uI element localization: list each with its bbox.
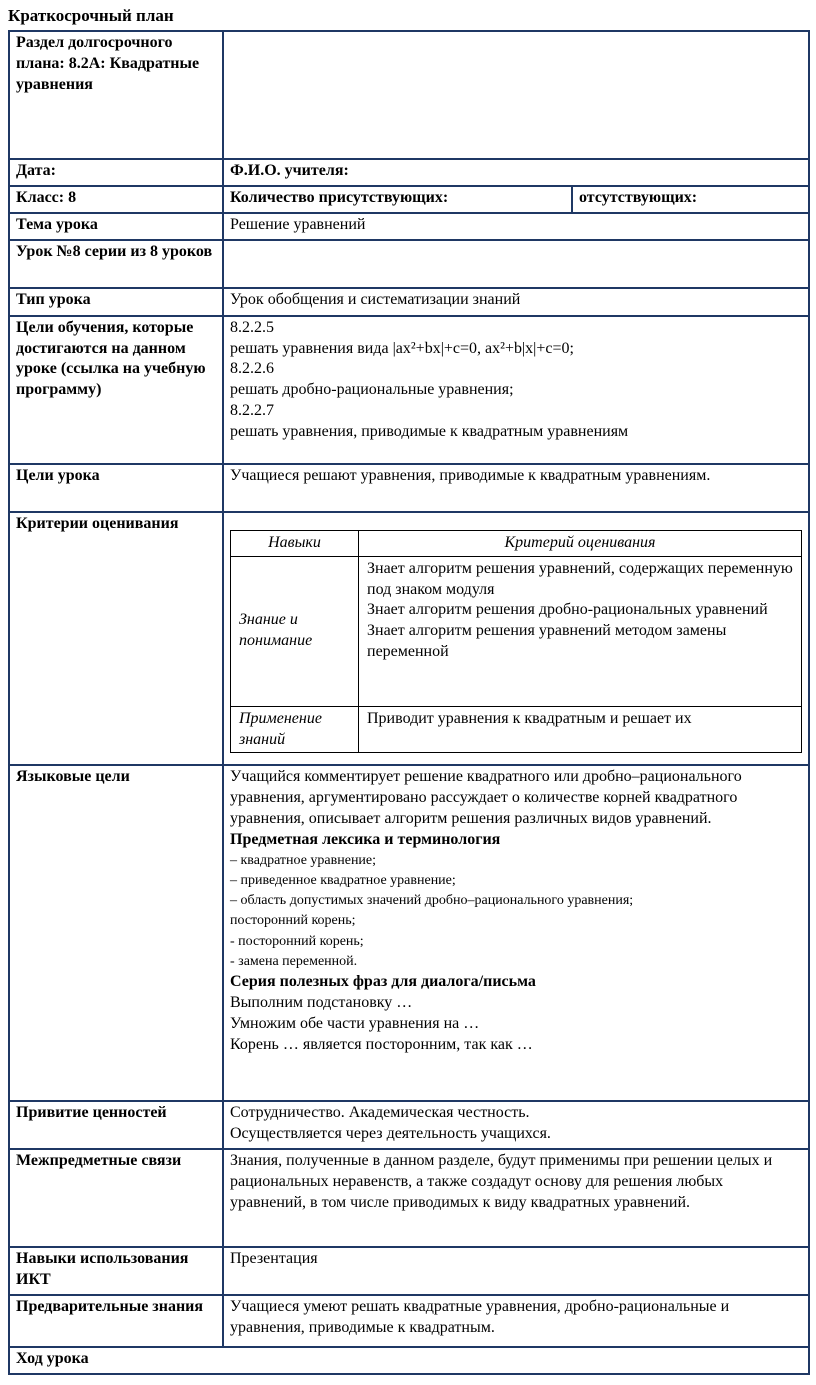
phrases-heading: Серия полезных фраз для диалога/письма — [230, 973, 536, 991]
criterion-header: Критерий оценивания — [359, 530, 802, 556]
skill-name: Применение знаний — [231, 706, 359, 753]
phrase-item: Умножим обе части уравнения на … — [230, 1014, 480, 1032]
present-count-label: Количество присутствующих: — [223, 186, 572, 213]
topic-label: Тема урока — [9, 213, 223, 240]
table-row-language-goals — [9, 765, 809, 1101]
ict-label: Навыки использования ИКТ — [9, 1247, 223, 1295]
lexis-item: – область допустимых значений дробно–рационального уравнения; — [230, 893, 634, 909]
lexis-item: - замена переменной. — [230, 954, 358, 970]
phrase-item: Корень … является посторонним, так как … — [230, 1035, 533, 1053]
objectives-cell — [223, 316, 809, 464]
lesson-goals-value: Учащиеся решают уравнения, приводимые к квадратным уравнениям. — [223, 464, 809, 512]
criterion-item: Знает алгоритм решения уравнений методом замены переменной — [367, 622, 727, 660]
criteria-list — [359, 556, 802, 706]
lexis-item: - посторонний корень; — [230, 933, 364, 949]
criteria-cell — [223, 512, 809, 766]
lexis-item: – квадратное уравнение; — [230, 852, 377, 868]
skills-header: Навыки — [231, 530, 359, 556]
lesson-number-empty-cell — [223, 240, 809, 288]
cross-subject-label: Межпредметные связи — [9, 1149, 223, 1247]
table-row-date — [9, 159, 809, 186]
prior-knowledge-value: Учащиеся умеют решать квадратные уравнения, дробно-рациональные и уравнения, приводимые к квадратным. — [223, 1295, 809, 1347]
inner-header-row — [231, 530, 802, 556]
lexis-heading: Предметная лексика и терминология — [230, 830, 501, 848]
absent-count-label: отсутствующих: — [572, 186, 809, 213]
table-row-section — [9, 31, 809, 159]
criterion-item: Знает алгоритм решения уравнений, содержащих переменную под знаком модуля — [367, 559, 793, 598]
skill-name: Знание и понимание — [231, 556, 359, 706]
objective-code: 8.2.2.7 — [230, 401, 274, 419]
table-row-lesson-goals — [9, 464, 809, 512]
table-row-course — [9, 1347, 809, 1374]
language-goals-cell — [223, 765, 809, 1101]
objective-text: решать дробно-рациональные уравнения; — [230, 381, 514, 399]
document-title: Краткосрочный план — [8, 6, 174, 25]
teacher-name-label: Ф.И.О. учителя: — [223, 159, 809, 186]
criteria-list — [359, 706, 802, 753]
inner-row-knowledge — [231, 556, 802, 706]
cross-subject-value: Знания, полученные в данном разделе, будут применимы при решении целых и рациональных неравенств, а также создадут основу для решения любых уравнений, в том числе приводимых к виду квадратных уравнений. — [223, 1149, 809, 1247]
table-row-values — [9, 1101, 809, 1149]
date-label: Дата: — [9, 159, 223, 186]
values-cell — [223, 1101, 809, 1149]
values-line: Сотрудничество. Академическая честность. — [230, 1104, 530, 1122]
prior-knowledge-label: Предварительные знания — [9, 1295, 223, 1347]
objective-code: 8.2.2.6 — [230, 360, 274, 378]
lesson-type-label: Тип урока — [9, 288, 223, 316]
criterion-item: Приводит уравнения к квадратным и решает их — [367, 709, 692, 727]
section-label: Раздел долгосрочного плана: 8.2А: Квадратные уравнения — [9, 31, 223, 159]
table-row-class — [9, 186, 809, 213]
course-label: Ход урока — [9, 1347, 809, 1374]
lesson-plan-table — [8, 30, 810, 1375]
table-row-objectives — [9, 316, 809, 464]
lesson-type-value: Урок обобщения и систематизации знаний — [223, 288, 809, 316]
phrase-item: Выполним подстановку … — [230, 994, 413, 1012]
topic-value: Решение уравнений — [223, 213, 809, 240]
criterion-item: Знает алгоритм решения дробно-рациональных уравнений — [367, 601, 768, 619]
values-label: Привитие ценностей — [9, 1101, 223, 1149]
values-line: Осуществляется через деятельность учащихся. — [230, 1125, 551, 1143]
table-row-lesson-number — [9, 240, 809, 288]
table-row-prior-knowledge — [9, 1295, 809, 1347]
table-row-topic — [9, 213, 809, 240]
lesson-number-label: Урок №8 серии из 8 уроков — [9, 240, 223, 288]
criteria-label: Критерии оценивания — [9, 512, 223, 766]
lexis-item: посторонний корень; — [230, 913, 356, 929]
objectives-label: Цели обучения, которые достигаются на данном уроке (ссылка на учебную программу) — [9, 316, 223, 464]
criteria-inner-table — [230, 530, 802, 754]
lexis-item: – приведенное квадратное уравнение; — [230, 872, 456, 888]
language-goals-label: Языковые цели — [9, 765, 223, 1101]
objective-text: решать уравнения, приводимые к квадратным уравнениям — [230, 422, 629, 440]
objective-code: 8.2.2.5 — [230, 318, 274, 336]
table-row-cross-subject — [9, 1149, 809, 1247]
lesson-goals-label: Цели урока — [9, 464, 223, 512]
objective-text: решать уравнения вида |ax²+bx|+c=0, ax²+b|x|+c=0; — [230, 339, 574, 357]
table-row-lesson-type — [9, 288, 809, 316]
inner-row-application — [231, 706, 802, 753]
class-label: Класс: 8 — [9, 186, 223, 213]
table-row-ict — [9, 1247, 809, 1295]
table-row-criteria — [9, 512, 809, 766]
language-goals-paragraph: Учащийся комментирует решение квадратного или дробно–рационального уравнения, аргументировано рассуждает о количестве корней квадратного уравнения, описывает алгоритм решения различных видов уравнений. — [230, 768, 742, 827]
ict-value: Презентация — [223, 1247, 809, 1295]
section-empty-cell — [223, 31, 809, 159]
